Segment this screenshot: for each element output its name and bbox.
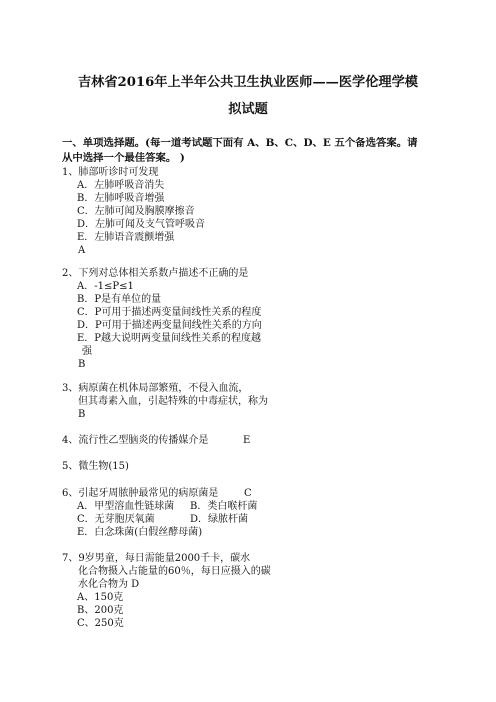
question-2-answer: B [78,359,86,370]
question-2-option-a: A．-1≤P≤1 [77,281,134,292]
question-1-option-b: B．左肺呼吸音增强 [77,193,165,204]
question-6-answer: C [244,488,252,499]
question-1-option-a: A．左肺呼吸音消失 [77,180,165,191]
question-7-stem-line-3: 水化合物为 D [78,579,140,590]
document-title-line-1: 吉林省2016年上半年公共卫生执业医师——医学伦理学模 [77,75,418,90]
question-2-option-c: C．P可用于描述两变量间线性关系的程度 [77,307,262,318]
question-7-option-b: B、200克 [77,605,124,616]
question-1-option-d: D．左肺可闻及支气管呼吸音 [77,219,206,230]
question-4-answer: E [243,435,251,446]
question-6-option-c: C．无芽胞厌氧菌 [77,514,155,525]
question-4-stem: 4、流行性乙型脑炎的传播媒介是 [62,435,209,446]
question-2-option-e-continued: 强 [82,346,92,357]
section-heading [62,136,442,166]
question-6-option-b: B．类白喉杆菌 [190,501,258,512]
question-1-option-e: E．左肺语音震颤增强 [77,232,175,243]
question-2-option-e: E．P越大说明两变量间线性关系的程度越 [77,333,262,344]
question-1-option-c: C．左肺可闻及胸膜摩擦音 [77,206,195,217]
question-6-option-e: E．白念珠菌(白假丝酵母菌) [77,527,203,538]
question-2-stem: 2、下列对总体相关系数卢描述不正确的是 [62,268,249,279]
question-7-stem-line-2: 化合物摄入占能量的60％，每日应摄入的碳 [78,566,271,577]
question-2-option-d: D．P可用于描述两变量间线性关系的方向 [77,320,262,331]
question-6-option-a: A．甲型溶血性链球菌 [77,501,175,512]
question-1-answer: A [78,245,86,256]
section-heading-line-2: 从中选择一个最佳答案。 ) [62,152,185,164]
section-heading-line-1: 一、单项选择题。(每一道考试题下面有 A、B、C、D、E 五个备选答案。请 [62,137,418,149]
question-7-option-a: A、150克 [77,592,124,603]
question-3-answer: B [78,409,86,420]
document-title-line-2: 拟试题 [228,102,268,117]
question-3-stem-line-1: 3、病原菌在机体局部繁殖，不侵入血流， [62,383,249,394]
question-6-option-d: D．绿脓杆菌 [190,514,249,525]
question-7-stem-line-1: 7、9岁男童，每日需能量2000千卡，碳水 [62,553,251,564]
question-5-stem: 5、微生物(15) [62,461,129,472]
question-3-stem-line-2: 但其毒素入血，引起特殊的中毒症状，称为 [78,396,268,407]
question-7-option-c: C、250克 [77,618,124,629]
question-2-option-b: B．P是有单位的量 [77,294,162,305]
question-6-stem: 6、引起牙周脓肿最常见的病原菌是 [62,488,219,499]
question-1-stem: 1、肺部听诊时可发现 [62,167,159,178]
